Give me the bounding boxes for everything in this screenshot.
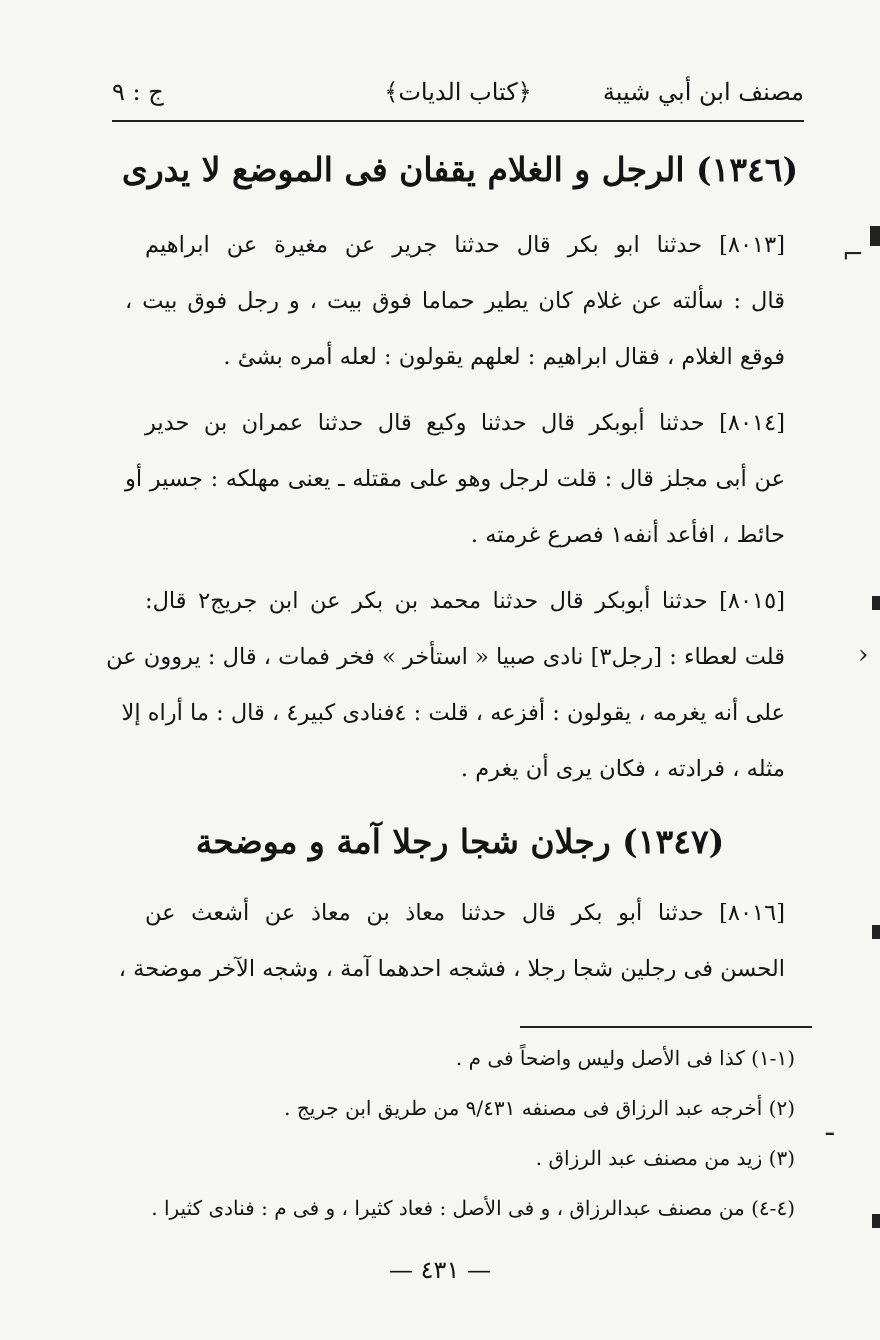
hadith-8015-line-4: مثله ، فرادته ، فكان يرى أن يغرم .: [460, 756, 785, 782]
margin-tick-mark: ـ: [826, 1112, 834, 1142]
page-number: — ٤٣١ —: [389, 1256, 491, 1284]
hadith-8015-line-1: [٨٠١٥] حدثنا أبوبكر قال حدثنا محمد بن بكر عن ابن جريج٢ قال:: [145, 588, 785, 614]
book-title: مصنف ابن أبي شيبة: [602, 78, 804, 106]
margin-arrow-mark: ›: [858, 640, 869, 670]
running-header: [112, 72, 804, 122]
scan-edge-mark: [870, 226, 880, 246]
footnote-1: (١-١) كذا فى الأصل وليس واضحاً فى م .: [455, 1046, 795, 1070]
margin-tick-mark: ⌐: [842, 240, 864, 270]
section-heading-1346: (١٣٤٦) الرجل و الغلام يقفان فى الموضع لا يدرى: [121, 150, 799, 189]
hadith-8016-line-1: [٨٠١٦] حدثنا أبو بكر قال حدثنا معاذ بن معاذ عن أشعث عن: [145, 900, 785, 926]
section-heading-1347: (١٣٤٧) رجلان شجا رجلا آمة و موضحة: [195, 822, 725, 861]
hadith-8014-line-3: حائط ، افأعد أنفه١ فصرع غرمته .: [470, 522, 785, 548]
scan-edge-mark: [872, 596, 880, 610]
hadith-8015-line-2: قلت لعطاء : [رجل٣] نادى صبيا « استأخر » فخر فمات ، قال : يروون عن: [106, 644, 785, 670]
hadith-8014-line-1: [٨٠١٤] حدثنا أبوبكر قال حدثنا وكيع قال حدثنا عمران بن حدير: [145, 410, 785, 436]
footnote-3: (٣) زيد من مصنف عبد الرزاق .: [535, 1146, 795, 1170]
footnote-2: (٢) أخرجه عبد الرزاق فى مصنفه ٩/٤٣١ من طريق ابن جريج .: [284, 1096, 795, 1120]
chapter-title: ﴿كتاب الديات﴾: [384, 78, 532, 106]
footnote-rule: [520, 1026, 812, 1028]
hadith-8013-line-1: [٨٠١٣] حدثنا ابو بكر قال حدثنا جرير عن مغيرة عن ابراهيم: [145, 232, 785, 258]
hadith-8016-line-2: الحسن فى رجلين شجا رجلا ، فشجه احدهما آمة ، وشجه الآخر موضحة ،: [118, 956, 785, 982]
hadith-8013-line-2: قال : سألته عن غلام كان يطير حماما فوق بيت ، و رجل فوق بيت ،: [125, 288, 785, 314]
hadith-8015-line-3: على أنه يغرمه ، يقولون : أفزعه ، قلت : ٤فنادى كبير٤ ، قال : ما أراه إلا: [121, 700, 785, 726]
volume-number: ج : ٩: [112, 78, 164, 106]
footnote-4: (٤-٤) من مصنف عبدالرزاق ، و فى الأصل : فعاد كثيرا ، و فى م : فنادى كثيرا .: [151, 1196, 795, 1220]
hadith-8014-line-2: عن أبى مجلز قال : قلت لرجل وهو على مقتله ـ يعنى مهلكه : جسير أو: [125, 466, 785, 492]
scan-edge-mark: [872, 925, 880, 939]
hadith-8013-line-3: فوقع الغلام ، فقال ابراهيم : لعلهم يقولون : لعله أمره بشئ .: [223, 344, 785, 370]
scan-edge-mark: [872, 1214, 880, 1228]
